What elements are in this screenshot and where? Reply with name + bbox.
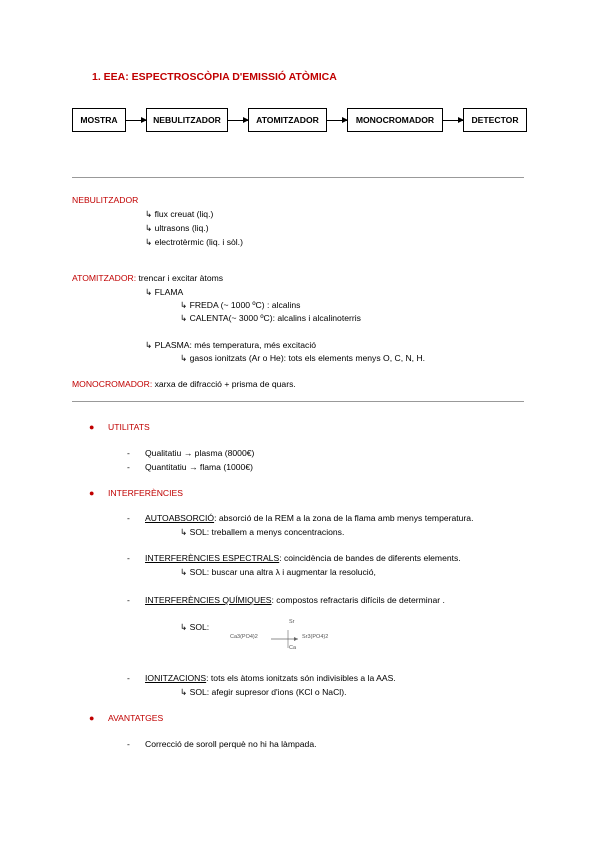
bullet-icon: ● — [89, 713, 95, 723]
atomitzador-desc: trencar i excitar àtoms — [136, 273, 224, 283]
autoabsorcio-line — [145, 513, 473, 523]
divider — [72, 401, 524, 402]
divider — [72, 177, 524, 178]
autoabsorcio-sol: ↳ SOL: treballem a menys concentracions. — [180, 527, 345, 537]
dash-marker: - — [127, 448, 130, 458]
diagram-box-monocromador: MONOCROMADOR — [347, 108, 443, 132]
utilitats-item: Quantitatiu → flama (1000€) — [145, 462, 253, 472]
dash-marker: - — [127, 595, 130, 605]
calenta-item: ↳ CALENTA(~ 3000 ºC): alcalins i alcalinoterris — [180, 313, 361, 323]
atomitzador-heading: ATOMITZADOR: — [72, 273, 137, 283]
gasos-item: ↳ gasos ionitzats (Ar o He): tots els elements menys O, C, N, H. — [180, 353, 426, 363]
dash-marker: - — [127, 553, 130, 563]
quimiques-text: : compostos refractaris difícils de determinar . — [271, 595, 445, 605]
diagram-box-nebulitzador: NEBULITZADOR — [146, 108, 228, 132]
interferencies-heading: INTERFERÈNCIES — [108, 488, 183, 498]
ionitzacions-text: : tots els àtoms ionitzats són indivisibles a la AAS. — [206, 673, 396, 683]
ionitzacions-line — [145, 673, 396, 683]
quimiques-sol: ↳ SOL: — [180, 622, 210, 632]
diagram-box-mostra: MOSTRA — [72, 108, 126, 132]
atomitzador-line — [72, 273, 223, 283]
bullet-icon: ● — [89, 488, 95, 498]
ionitzacions-sol: ↳ SOL: afegir supresor d'ions (KCl o NaCl). — [180, 687, 347, 697]
ionitzacions-label: IONITZACIONS — [145, 673, 207, 683]
nebulitzador-item: ↳ flux creuat (liq.) — [145, 209, 214, 219]
espectrals-line — [145, 553, 461, 563]
page-title: 1. EEA: ESPECTROSCÒPIA D'EMISSIÓ ATÒMICA — [92, 71, 337, 83]
dash-marker: - — [127, 739, 130, 749]
dash-marker: - — [127, 513, 130, 523]
quimiques-label: INTERFERÈNCIES QUÍMIQUES — [145, 595, 272, 605]
diagram-box-atomitzador: ATOMITZADOR — [248, 108, 327, 132]
diagram-arrow — [327, 120, 347, 121]
reaction-product: Sr3(PO4)2 — [302, 634, 329, 640]
nebulitzador-item: ↳ electrotèrmic (liq. i sòl.) — [145, 237, 243, 247]
monocromador-desc: xarxa de difracció + prisma de quars. — [152, 379, 296, 389]
dash-marker: - — [127, 673, 130, 683]
monocromador-line — [72, 379, 296, 389]
flama-item: ↳ FLAMA — [145, 287, 184, 297]
quimiques-line — [145, 595, 445, 605]
espectrals-text: : coincidència de bandes de diferents elements. — [279, 553, 461, 563]
utilitats-heading: UTILITATS — [108, 422, 150, 432]
diagram-arrow — [228, 120, 248, 121]
autoabsorcio-text: : absorció de la REM a la zona de la flama amb menys temperatura. — [214, 513, 474, 523]
nebulitzador-heading: NEBULITZADOR — [72, 195, 139, 205]
freda-item: ↳ FREDA (~ 1000 ºC) : alcalins — [180, 300, 301, 310]
reaction-above: Sr — [289, 619, 295, 625]
reaction-below: Ca — [289, 645, 297, 651]
nebulitzador-item: ↳ ultrasons (liq.) — [145, 223, 209, 233]
bullet-icon: ● — [89, 422, 95, 432]
reaction-reactant: Ca3(PO4)2 — [230, 634, 258, 640]
utilitats-item: Qualitatiu → plasma (8000€) — [145, 448, 255, 458]
diagram-arrow — [443, 120, 463, 121]
avantatges-heading: AVANTATGES — [108, 713, 164, 723]
diagram-arrow — [126, 120, 146, 121]
espectrals-sol: ↳ SOL: buscar una altra λ i augmentar la resolució, — [180, 567, 376, 577]
monocromador-heading: MONOCROMADOR: — [72, 379, 153, 389]
dash-marker: - — [127, 462, 130, 472]
diagram-box-detector: DETECTOR — [463, 108, 527, 132]
avantatges-item: Correcció de soroll perquè no hi ha làmpada. — [145, 739, 317, 749]
espectrals-label: INTERFERÈNCIES ESPECTRALS — [145, 553, 280, 563]
plasma-item: ↳ PLASMA: més temperatura, més excitació — [145, 340, 317, 350]
autoabsorcio-label: AUTOABSORCIÓ — [145, 513, 215, 523]
